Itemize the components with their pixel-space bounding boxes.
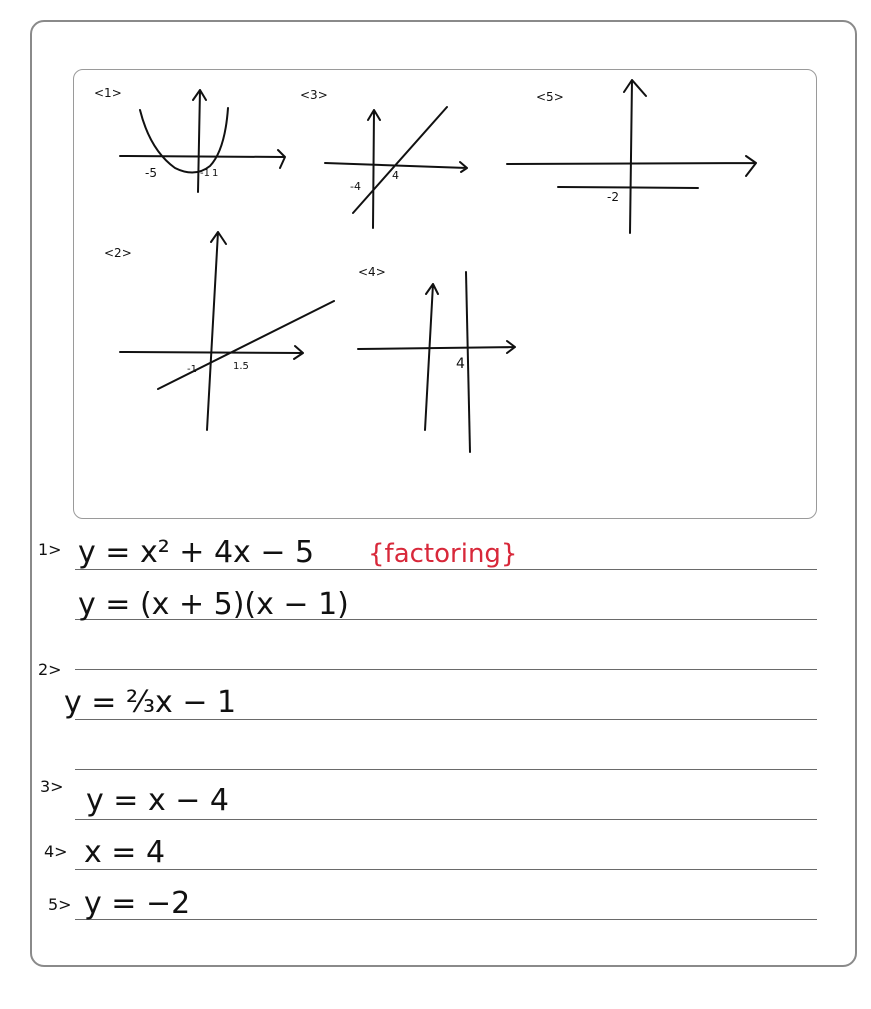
equation: y = x² + 4x − 5: [78, 535, 315, 570]
tick-label: 1.5: [233, 361, 249, 372]
equation: y = −2: [84, 886, 191, 921]
line-plot: [558, 187, 698, 188]
answer-5: [48, 886, 190, 921]
graph-3: [300, 88, 467, 228]
answer-number: 4>: [44, 842, 68, 861]
equation: y = x − 4: [86, 783, 230, 818]
answer-number: 2>: [38, 660, 62, 679]
graph-4: [358, 265, 515, 452]
y-axis-arrow: [207, 232, 226, 430]
graph-5: [507, 80, 756, 233]
graph-label: <2>: [104, 246, 132, 260]
answer-number: 3>: [40, 777, 64, 796]
line-plot: [158, 301, 334, 389]
parabola-curve: [140, 108, 228, 173]
x-axis-arrow: [358, 341, 515, 353]
tick-label: 1: [212, 168, 219, 179]
answer-4: [44, 835, 165, 870]
tick-label: -2: [607, 190, 619, 204]
graph-label: <4>: [358, 265, 386, 279]
answer-3: [40, 777, 229, 818]
graph-label: <3>: [300, 88, 328, 102]
tick-label: 4: [392, 169, 399, 182]
equation: y = ⅔x − 1: [64, 685, 237, 720]
answer-1: [38, 535, 517, 622]
line-plot: [353, 107, 447, 213]
tick-label: -1: [200, 168, 210, 179]
answer-2: [38, 660, 236, 720]
y-axis-arrow: [624, 80, 646, 233]
tick-label: 4: [456, 356, 465, 372]
graph-label: <5>: [536, 90, 564, 104]
answer-number: 1>: [38, 540, 62, 559]
factoring-note: {factoring}: [368, 539, 518, 569]
line-plot: [466, 272, 470, 452]
tick-label: -1: [187, 364, 197, 375]
tick-label: -5: [145, 166, 157, 180]
graph-label: <1>: [94, 86, 122, 100]
graph-1: [94, 86, 285, 192]
tick-label: -4: [350, 180, 361, 193]
graph-2: [104, 232, 334, 430]
equation: y = (x + 5)(x − 1): [78, 587, 349, 622]
y-axis-arrow: [368, 110, 380, 228]
answer-number: 5>: [48, 895, 72, 914]
equation: x = 4: [84, 835, 166, 870]
y-axis-arrow: [425, 284, 438, 430]
